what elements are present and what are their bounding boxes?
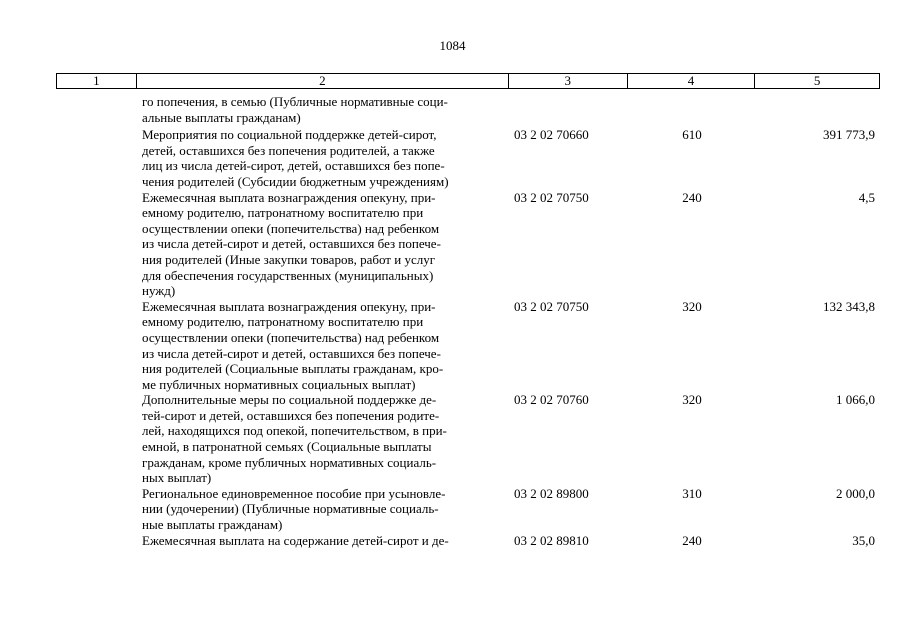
row-amount: 4,5	[858, 189, 875, 205]
row-amount: 1 066,0	[836, 392, 875, 408]
row-code: 03 2 02 70660	[514, 127, 589, 143]
column-header-4: 4	[628, 74, 756, 88]
row-code: 03 2 02 70750	[514, 298, 589, 314]
row-code: 03 2 02 89800	[514, 485, 589, 501]
page-number: 1084	[439, 38, 466, 53]
row-code: 03 2 02 89810	[514, 532, 589, 548]
row-expense-type: 320	[682, 392, 702, 408]
table-row-continuation	[56, 94, 880, 125]
row-amount: 35,0	[852, 532, 875, 548]
row-description: Ежемесячная выплата вознаграждения опекуну, при- емному родителю, патронатному воспитателю при осуществлении опеки (попечительства) над ребенком из числа детей-сирот и детей, оставшихся без попече- ния родителей (Иные закупки товаров, работ и услуг для обеспечения государственных (муниципальных) нужд)	[142, 189, 441, 299]
row-description: Ежемесячная выплата на содержание детей-сирот и де-	[142, 532, 449, 548]
table-header-row	[56, 73, 880, 89]
row-amount: 132 343,8	[823, 298, 875, 314]
column-header-3: 3	[509, 74, 628, 88]
column-header-1: 1	[57, 74, 137, 88]
row-expense-type: 310	[682, 485, 702, 501]
row-expense-type: 240	[682, 532, 702, 548]
table-row	[56, 486, 880, 533]
table-row	[56, 190, 880, 299]
table-row	[56, 392, 880, 486]
table-body	[56, 94, 880, 548]
row-code: 03 2 02 70750	[514, 189, 589, 205]
row-description: го попечения, в семью (Публичные нормативные соци- альные выплаты гражданам)	[142, 94, 448, 125]
table-row	[56, 127, 880, 189]
row-expense-type: 240	[682, 189, 702, 205]
row-expense-type: 320	[682, 298, 702, 314]
row-description: Ежемесячная выплата вознаграждения опекуну, при- емному родителю, патронатному воспитателю при осуществлении опеки (попечительства) над ребенком из числа детей-сирот и детей, оставшихся без попече- ния родителей (Социальные выплаты гражданам, кро- ме публичных нормативных социальных выплат)	[142, 298, 444, 392]
row-code: 03 2 02 70760	[514, 392, 589, 408]
table-row	[56, 533, 880, 549]
column-header-5: 5	[813, 73, 821, 88]
row-description: Дополнительные меры по социальной поддержке де- тей-сирот и детей, оставшихся без попечения родите- лей, находящихся под опекой, попечительством, в при- емной, в патронатной семьях (Социальные выплаты гражданам, кроме публичных нормативных социаль- ных выплат)	[142, 392, 447, 486]
column-header-2: 2	[137, 74, 509, 88]
row-amount: 2 000,0	[836, 485, 875, 501]
row-amount: 391 773,9	[823, 127, 875, 143]
row-description: Региональное единовременное пособие при усыновле- нии (удочерении) (Публичные нормативные социаль- ные выплаты гражданам)	[142, 485, 446, 533]
table-row	[56, 299, 880, 393]
row-expense-type: 610	[682, 127, 702, 143]
row-description: Мероприятия по социальной поддержке детей-сирот, детей, оставшихся без попечения родителей, а также лиц из числа детей-сирот, детей, оставшихся без попе- чения родителей (Субсидии бюджетным учреждениям)	[142, 127, 449, 189]
